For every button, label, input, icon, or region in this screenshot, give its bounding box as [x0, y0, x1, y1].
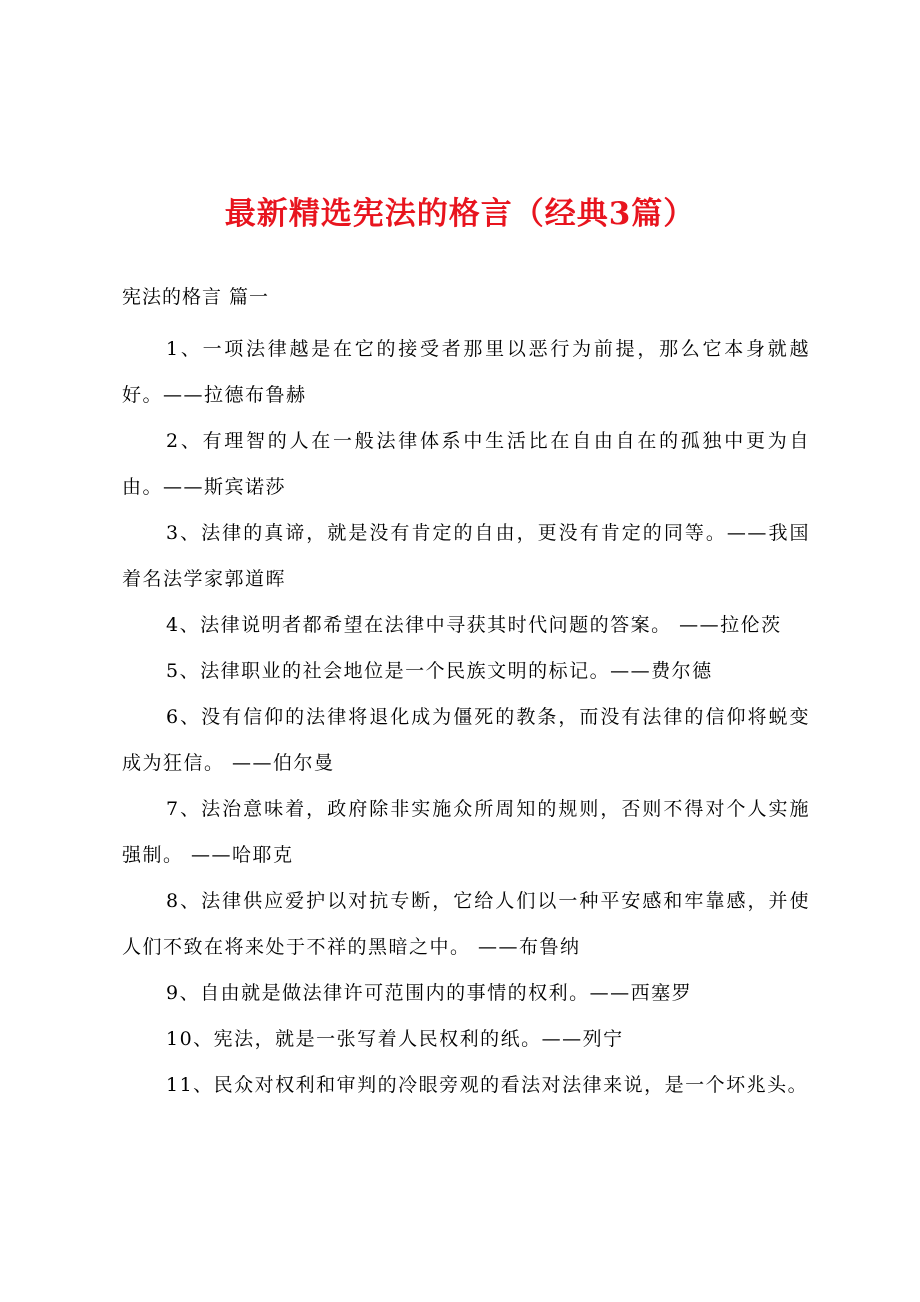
quote-item: 11、民众对权利和审判的冷眼旁观的看法对法律来说，是一个坏兆头。 — [166, 1074, 809, 1096]
section-heading: 宪法的格言 篇一 — [122, 286, 270, 308]
quote-item: 2、有理智的人在一般法律体系中生活比在自由自在的孤独中更为自由。——斯宾诺莎 — [122, 430, 810, 498]
quote-list — [122, 326, 810, 1108]
document-title: 最新精选宪法的格言（经典3篇） — [224, 196, 696, 232]
quote-item: 1、一项法律越是在它的接受者那里以恶行为前提，那么它本身就越好。——拉德布鲁赫 — [122, 338, 810, 406]
quote-item: 8、法律供应爱护以对抗专断，它给人们以一种平安感和牢靠感，并使人们不致在将来处于不祥的黑暗之中。 ——布鲁纳 — [122, 890, 810, 958]
quote-item: 6、没有信仰的法律将退化成为僵死的教条，而没有法律的信仰将蜕变成为狂信。 ——伯尔曼 — [122, 706, 810, 774]
quote-item: 9、自由就是做法律许可范围内的事情的权利。——西塞罗 — [166, 982, 693, 1004]
quote-item: 7、法治意味着，政府除非实施众所周知的规则，否则不得对个人实施强制。 ——哈耶克 — [122, 798, 810, 866]
quote-item: 10、宪法，就是一张写着人民权利的纸。——列宁 — [166, 1028, 624, 1050]
quote-item: 5、法律职业的社会地位是一个民族文明的标记。——费尔德 — [166, 660, 713, 682]
quote-item: 4、法律说明者都希望在法律中寻获其时代问题的答案。 ——拉伦茨 — [166, 614, 782, 636]
quote-item: 3、法律的真谛，就是没有肯定的自由，更没有肯定的同等。——我国着名法学家郭道晖 — [122, 522, 810, 590]
